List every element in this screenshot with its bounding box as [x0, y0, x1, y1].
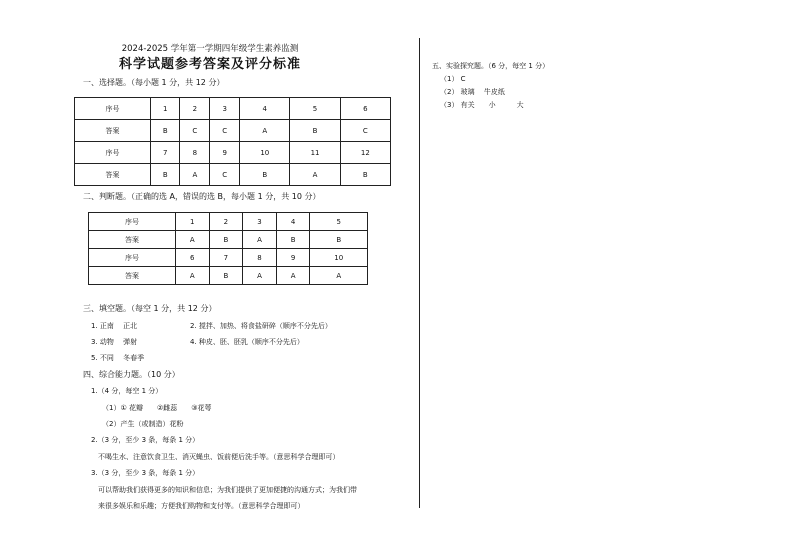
table-cell: A [180, 164, 210, 186]
table-cell: 5 [310, 213, 368, 231]
row-header-cell: 序号 [89, 213, 176, 231]
table-cell: 1 [151, 98, 180, 120]
fill-answer-3: 3. 动物 弹射 [91, 338, 138, 346]
table-cell: 9 [210, 142, 240, 164]
q3-answer-line1: 可以帮助我们获得更多的知识和信息；为我们提供了更加便捷的沟通方式；为我们带 [98, 486, 357, 494]
q3-answer-line2: 来很多娱乐和乐趣；方便我们购物和支付等。（意思科学合理即可） [98, 502, 305, 510]
fill-answer-2: 2. 搅拌、加热、将食盐研碎（顺序不分先后） [190, 322, 332, 330]
table-cell: B [340, 164, 390, 186]
row-header-cell: 答案 [89, 267, 176, 285]
q1-answer-a: （1）① 花瓣 ②雌蕊 ③花萼 [102, 404, 212, 412]
table-cell: B [310, 231, 368, 249]
table-cell: A [243, 267, 277, 285]
table-cell: 3 [243, 213, 277, 231]
row-header-cell: 答案 [75, 120, 151, 142]
table-cell: 4 [240, 98, 290, 120]
table-cell: A [276, 267, 310, 285]
table-cell: 2 [209, 213, 243, 231]
row-header-cell: 序号 [89, 249, 176, 267]
table-cell: B [151, 120, 180, 142]
table-cell: A [290, 164, 340, 186]
table-cell: 11 [290, 142, 340, 164]
fill-answer-5: 5. 不同 冬春季 [91, 354, 145, 362]
table-cell: 7 [209, 249, 243, 267]
table-row [89, 249, 368, 267]
section2-heading: 二、判断题。（正确的选 A，错误的选 B，每小题 1 分，共 10 分） [83, 192, 321, 201]
section3-heading: 三、填空题。（每空 1 分，共 12 分） [83, 304, 217, 313]
table-row [75, 164, 391, 186]
header-line: 2024-2025 学年第一学期四年级学生素养监测 [121, 44, 299, 54]
table-cell: 3 [210, 98, 240, 120]
exp-answer-1: （1） C [440, 75, 466, 83]
choice-answer-table [74, 97, 391, 186]
table-row [75, 98, 391, 120]
table-cell: B [151, 164, 180, 186]
section4-heading: 四、综合能力题。（10 分） [83, 370, 180, 379]
judge-answer-table [88, 212, 368, 285]
table-cell: 1 [175, 213, 209, 231]
q2-answer: 不喝生水、注意饮食卫生、消灭蝇虫、饭前便后洗手等。（意思科学合理即可） [98, 453, 340, 461]
table-cell: B [209, 231, 243, 249]
q3-label: 3.（3 分，至少 3 条，每条 1 分） [91, 469, 200, 477]
fill-answer-1: 1. 正南 正北 [91, 322, 138, 330]
table-row [89, 267, 368, 285]
table-cell: B [209, 267, 243, 285]
fill-answer-4: 4. 种皮、胚、胚乳（顺序不分先后） [190, 338, 304, 346]
table-row [89, 231, 368, 249]
row-header-cell: 答案 [75, 164, 151, 186]
column-divider [419, 38, 420, 508]
table-cell: B [240, 164, 290, 186]
table-cell: 2 [180, 98, 210, 120]
row-header-cell: 序号 [75, 98, 151, 120]
row-header-cell: 序号 [75, 142, 151, 164]
table-cell: A [175, 231, 209, 249]
table-cell: 10 [310, 249, 368, 267]
table-cell: 8 [243, 249, 277, 267]
section1-heading: 一、选择题。（每小题 1 分，共 12 分） [83, 78, 225, 87]
table-cell: 10 [240, 142, 290, 164]
table-cell: 5 [290, 98, 340, 120]
table-cell: 12 [340, 142, 390, 164]
table-cell: 6 [175, 249, 209, 267]
table-cell: 9 [276, 249, 310, 267]
table-row [75, 120, 391, 142]
table-cell: B [290, 120, 340, 142]
table-cell: 4 [276, 213, 310, 231]
table-cell: A [243, 231, 277, 249]
table-cell: 8 [180, 142, 210, 164]
table-row [75, 142, 391, 164]
q1-label: 1.（4 分，每空 1 分） [91, 387, 163, 395]
page-title: 科学试题参考答案及评分标准 [118, 57, 301, 72]
table-cell: A [175, 267, 209, 285]
exp-answer-2: （2） 玻璃 牛皮纸 [440, 88, 505, 96]
table-cell: A [310, 267, 368, 285]
section5-heading: 五、实验探究题。（6 分，每空 1 分） [432, 62, 550, 70]
row-header-cell: 答案 [89, 231, 176, 249]
table-row [89, 213, 368, 231]
exp-answer-3: （3） 有关 小 大 [440, 101, 524, 109]
table-cell: A [240, 120, 290, 142]
q2-label: 2.（3 分，至少 3 条，每条 1 分） [91, 436, 200, 444]
table-cell: 7 [151, 142, 180, 164]
table-cell: C [180, 120, 210, 142]
table-cell: B [276, 231, 310, 249]
table-cell: C [340, 120, 390, 142]
table-cell: C [210, 120, 240, 142]
q1-answer-b: （2）产生（或制造）花粉 [102, 420, 184, 428]
table-cell: C [210, 164, 240, 186]
table-cell: 6 [340, 98, 390, 120]
